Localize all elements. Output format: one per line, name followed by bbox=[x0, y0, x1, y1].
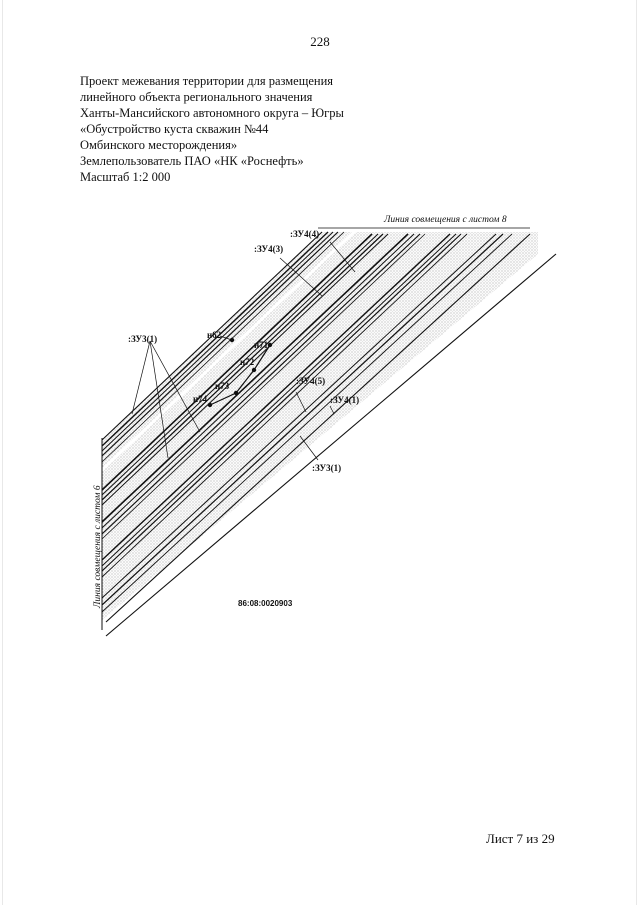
point-n72 bbox=[252, 368, 255, 371]
plot-label-zu4-3: :ЗУ4(3) bbox=[254, 244, 284, 254]
top-match-line-label: Линия совмещения с листом 8 bbox=[384, 215, 507, 225]
sheet-counter: Лист 7 из 29 bbox=[486, 831, 555, 846]
point-n74 bbox=[208, 403, 211, 406]
point-label-n73: н73 bbox=[215, 381, 230, 391]
cadastral-number: 86:08:0020903 bbox=[238, 599, 293, 608]
left-match-line-label: Линия совмещения с листом 6 bbox=[93, 485, 103, 608]
point-n71 bbox=[268, 343, 271, 346]
point-label-n62: н62 bbox=[207, 330, 222, 340]
point-label-n72: н72 bbox=[240, 357, 255, 367]
plot-label-zu3-1-bottom: :ЗУ3(1) bbox=[312, 463, 342, 473]
point-n62 bbox=[230, 338, 233, 341]
plot-label-zu4-1: :ЗУ4(1) bbox=[330, 395, 360, 405]
scale-line: Масштаб 1:2 000 bbox=[80, 170, 171, 184]
title-line: «Обустройство куста скважин №44 bbox=[80, 122, 269, 136]
page-number: 228 bbox=[310, 34, 330, 49]
title-line: Землепользователь ПАО «НК «Роснефть» bbox=[80, 154, 304, 168]
plot-label-zu4-5: :ЗУ4(5) bbox=[296, 376, 326, 386]
plot-label-zu4-4: :ЗУ4(4) bbox=[290, 229, 320, 239]
point-label-n74: н74 bbox=[193, 394, 208, 404]
point-label-n71: н71 bbox=[254, 340, 269, 350]
point-n73 bbox=[234, 391, 237, 394]
title-line: Проект межевания территории для размещения bbox=[80, 74, 334, 88]
title-line: линейного объекта регионального значения bbox=[80, 90, 313, 104]
plot-label-zu3-1-left: :ЗУ3(1) bbox=[128, 334, 158, 344]
title-line: Омбинского месторождения» bbox=[80, 138, 238, 152]
title-line: Ханты-Мансийского автономного округа – Югры bbox=[80, 106, 344, 120]
